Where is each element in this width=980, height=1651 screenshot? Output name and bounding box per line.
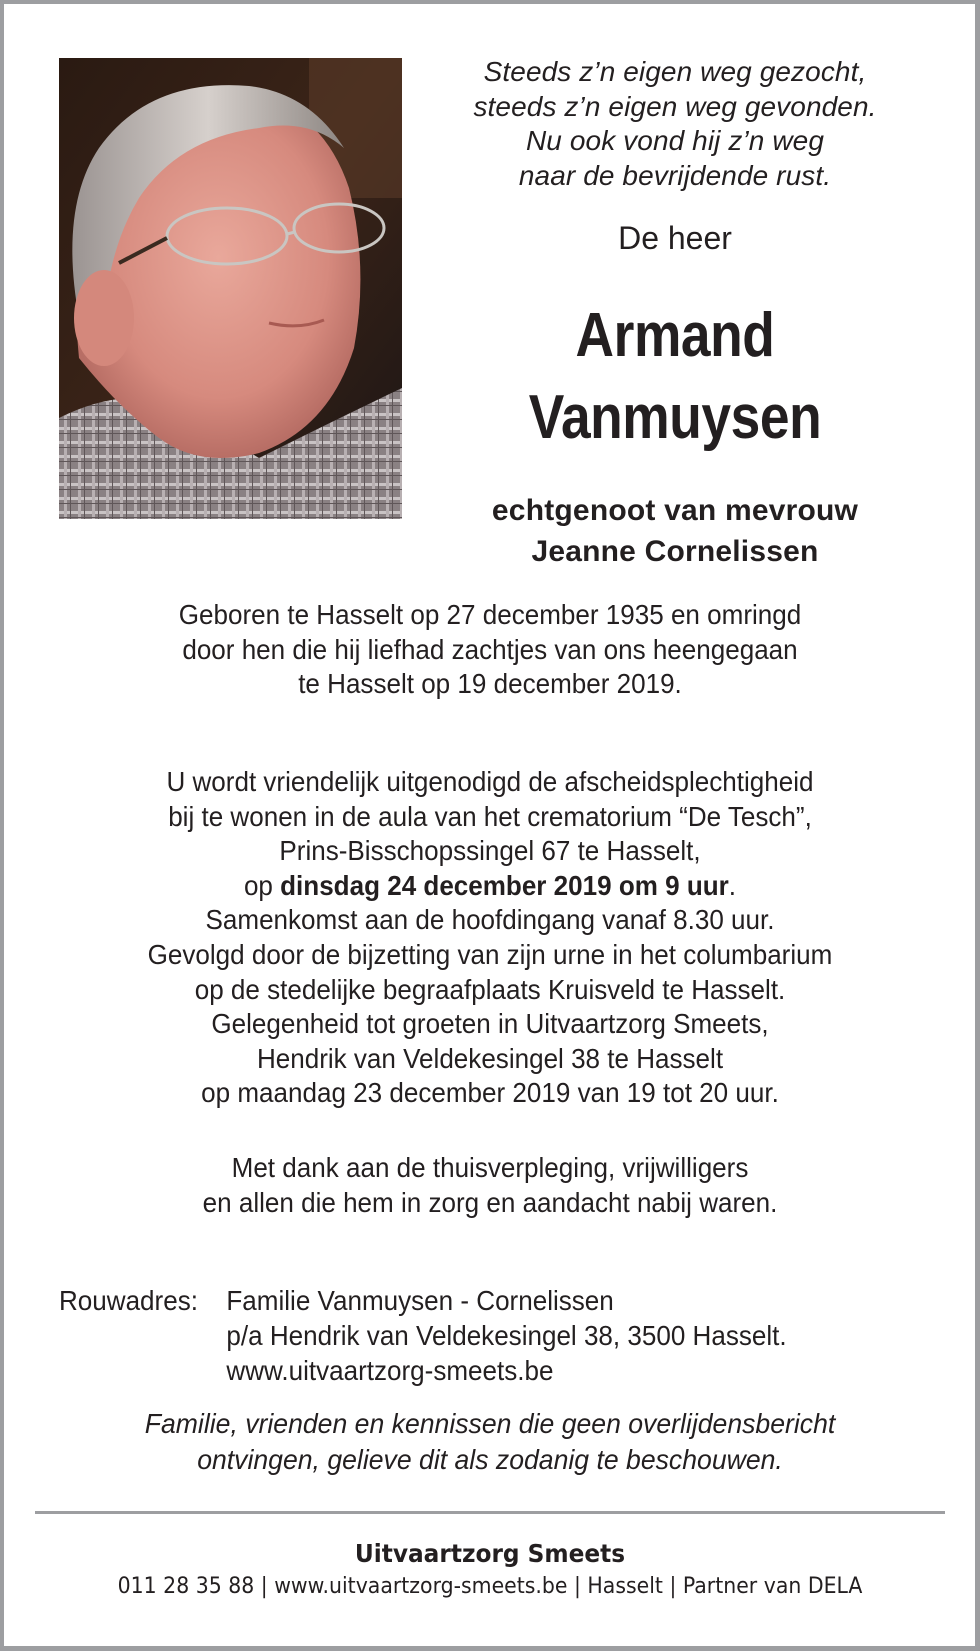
text-line: te Hasselt op 19 december 2019.: [298, 668, 682, 700]
text-prefix: op: [243, 869, 281, 901]
poem-line: naar de bevrijdende rust.: [518, 159, 832, 191]
poem-line: Nu ook vond hij z’n weg: [525, 125, 825, 157]
mourning-address-row: [59, 1353, 787, 1388]
portrait-image-icon: [59, 58, 402, 519]
notice-note: [63, 1406, 918, 1478]
text-line: Met dank aan de thuisverpleging, vrijwilligers: [231, 1152, 749, 1183]
text-line: Familie, vrienden en kennissen die geen overlijdensbericht: [144, 1408, 836, 1439]
mourning-address-row: [59, 1283, 787, 1318]
text-line: op de stedelijke begraafplaats Kruisveld te Hasselt.: [194, 973, 786, 1005]
poem-line: steeds z’n eigen weg gevonden.: [473, 90, 877, 122]
deceased-name: [456, 295, 895, 459]
text-line: ontvingen, gelieve dit als zodanig te beschouwen.: [197, 1444, 783, 1475]
text-line: Prins-Bisschopssingel 67 te Hasselt,: [279, 835, 701, 867]
birth-death-paragraph: [72, 598, 909, 702]
mourning-address-row: [59, 1318, 787, 1353]
spouse-name: Jeanne Cornelissen: [531, 535, 819, 568]
text-line: en allen die hem in zorg en aandacht nabij waren.: [202, 1186, 778, 1218]
spouse-info: [420, 490, 930, 572]
poem: [420, 55, 930, 193]
funeral-home-name: Uitvaartzorg Smeets: [354, 1539, 626, 1568]
mourning-address: [59, 1283, 787, 1388]
last-name: Vanmuysen: [528, 383, 822, 452]
mourning-address-label: Rouwadres:: [59, 1285, 198, 1316]
salutation: De heer: [618, 220, 732, 256]
ceremony-datetime-line: [72, 869, 909, 904]
text-line: Geboren te Hasselt op 27 december 1935 en omringd: [178, 599, 802, 630]
mourning-family: Familie Vanmuysen - Cornelissen: [226, 1285, 614, 1316]
text-line: Gevolgd door de bijzetting van zijn urne in het columbarium: [147, 938, 833, 970]
text-suffix: .: [728, 869, 737, 901]
poem-line: Steeds z’n eigen weg gezocht,: [483, 56, 867, 87]
text-line: bij te wonen in de aula van het crematorium “De Tesch”,: [168, 800, 812, 832]
spouse-line: echtgenoot van mevrouw: [491, 494, 859, 527]
thanks-paragraph: [72, 1151, 909, 1220]
text-line: Hendrik van Veldekesingel 38 te Hasselt: [256, 1042, 724, 1074]
text-line: U wordt vriendelijk uitgenodigd de afscheidsplechtigheid: [166, 766, 814, 797]
text-line: Gelegenheid tot groeten in Uitvaartzorg Smeets,: [211, 1008, 769, 1040]
funeral-invitation: [72, 765, 909, 1111]
divider: [35, 1511, 945, 1514]
text-line: op maandag 23 december 2019 van 19 tot 20 uur.: [201, 1077, 779, 1109]
mourning-street: p/a Hendrik van Veldekesingel 38, 3500 Hasselt.: [226, 1320, 787, 1351]
portrait-photo: [59, 58, 402, 519]
text-line: Samenkomst aan de hoofdingang vanaf 8.30 uur.: [205, 904, 775, 936]
ceremony-datetime: dinsdag 24 december 2019 om 9 uur: [280, 869, 729, 901]
text-line: door hen die hij liefhad zachtjes van ons heengegaan: [182, 633, 798, 665]
first-name: Armand: [575, 301, 775, 370]
mourning-website-link[interactable]: www.uitvaartzorg-smeets.be: [226, 1355, 554, 1386]
funeral-home-details: 011 28 35 88 | www.uitvaartzorg-smeets.be | Hasselt | Partner van DELA: [117, 1574, 863, 1599]
